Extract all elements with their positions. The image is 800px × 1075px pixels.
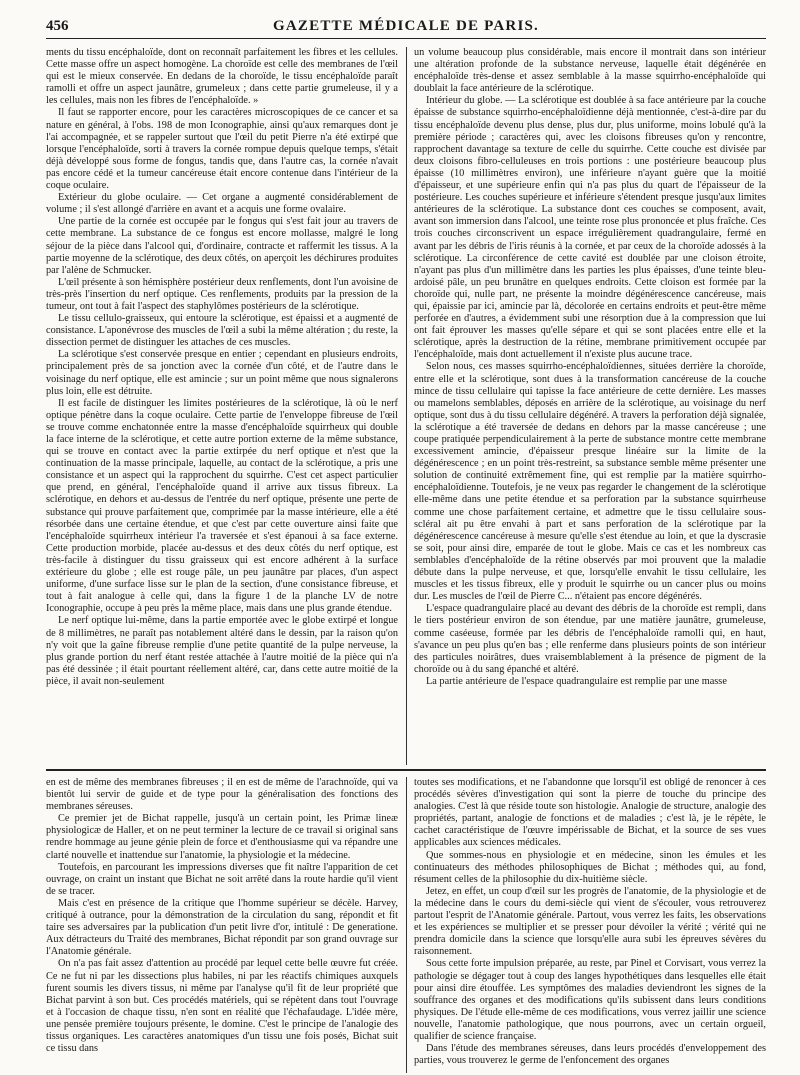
paragraph: Une partie de la cornée est occupée par le fongus qui s'est fait jour au travers de cette membrane. La substance de ce fongus est encore mollasse, malgré le long séjour de la pièce dans l'alcool qui, d'ordinaire, contracte et raffermit les tissus. A la partie moyenne de la sclérotique, des deux côtés, on aperçoit les déchirures produites par l'alène de Schmucker. <box>46 216 398 276</box>
paragraph: L'œil présente à son hémisphère postérieur deux renflements, dont l'un avoisine de très-près l'insertion du nerf optique. Ces renflements, produits par la pression de la tumeur, ont tout à fait l'aspect des staphylômes postérieurs de la sclérotique. <box>46 276 398 312</box>
paragraph: Que sommes-nous en physiologie et en médecine, sinon les émules et les continuateurs des méthodes philosophiques de Bichat ; méthodes qui, au fond, résument celles de la philosophie du dix-huitième siècle. <box>414 849 766 885</box>
feuilleton-bichat <box>46 769 766 1073</box>
page-number: 456 <box>46 18 69 34</box>
paragraph: ments du tissu encéphaloïde, dont on reconnaît parfaitement les fibres et les cellules. Cette masse offre un aspect homogène. La choroïde est celle des membranes de l'œil qui est le mieux conservée. En dedans de la choroïde, le tissu encéphaloïde paraît ramolli et offre un aspect jaunâtre, grumeleux ; dans cette partie grumeleuse, il y a les cellules, mais non les fibres de l'encéphaloïde. » <box>46 47 398 107</box>
top-right-column <box>414 47 766 765</box>
paragraph: Mais c'est en présence de la critique que l'homme supérieur se décèle. Harvey, critiqué à outrance, pour la démonstration de la circulation du sang, répondit et fit taire ses adversaires par la publication d'un petit livre d'or, intitulé : De generatione. Aux détracteurs du Traité des membranes, Bichat répondit par son grand ouvrage sur l'Anatomie générale. <box>46 897 398 958</box>
paragraph: Le tissu cellulo-graisseux, qui entoure la sclérotique, est épaissi et a augmenté de consistance. L'aponévrose des muscles de l'œil a subi la même altération ; du reste, la dissection permet de distinguer les attaches de ces muscles. <box>46 313 398 349</box>
top-left-column <box>46 47 398 765</box>
column-divider <box>406 47 407 765</box>
paragraph: On n'a pas fait assez d'attention au procédé par lequel cette belle œuvre fut créée. Ce ne fut ni par les dissections plus habiles, ni par les réactifs chimiques auxquels furent soumis les divers tissus, ni même par l'analyse qu'il fit de leur propriété que Bichat parvint à son but. Ces procédés matériels, qui se répètent dans tout l'ouvrage et à l'occasion de chaque tissu, n'en sont en réalité que l'échafaudage. L'idée mère, une pensée première toujours présente, le domine. C'est le principe de l'analogie des tissus organiques. Les caractères anatomiques d'un tissu une fois posés, Bichat suit ce tissu dans <box>46 958 398 1055</box>
article-observation <box>46 47 766 765</box>
paragraph: Sous cette forte impulsion préparée, au reste, par Pinel et Corvisart, vous verrez la pathologie se dégager tout à coup des langes hypothétiques dans lesquelles elle était pour ainsi dire étouffée. Les symptômes des maladies deviendront les signes de la souffrance des organes et des modifications qu'ils subissent dans leurs conditions physiques. De l'étude elle-même de ces modifications, vous verrez jaillir une science nouvelle, l'anatomie pathologique, que nous pourrons, avec un certain orgueil, qualifier de science française. <box>414 958 766 1042</box>
paragraph: Il faut se rapporter encore, pour les caractères microscopiques de ce cancer et sa nature en général, à l'obs. 198 de mon Iconographie, ainsi qu'aux remarques dont je l'ai accompagnée, et se rappeler surtout que l'œil du petit Pierre n'a été extirpé que lorsque l'encéphaloïde, sorti à travers la cornée rompue depuis quelque temps, s'était déjà développé sous forme de fongus, tandis que, dans l'autre cas, la cornée n'avait pas encore cédé et la tumeur cancéreuse était encore contenue dans l'intérieur de la coque oculaire. <box>46 107 398 192</box>
paragraph: Il est facile de distinguer les limites postérieures de la sclérotique, là où le nerf optique pénètre dans la coque oculaire. Cette partie de l'enveloppe fibreuse de l'œil se trouve comme enchatonnée entre la masse d'encéphaloïde squirrheux qui double la face interne de la sclérotique, et cette autre portion externe de la même substance, qui se trouve en contact avec la partie extirpée du nerf optique et n'est que la continuation de la masse principale, laquelle, au contact de la sclérotique, a pris une consistance et un aspect qui la rapprochent du squirrhe. C'est cet aspect particulier que prend, en général, l'encéphaloïde quand il arrive aux tissus fibreux. La sclérotique, en dehors et au-dessus de l'entrée du nerf optique, présente une perte de substance qui prouve parfaitement que, comprimée par la masse intérieure, elle a été résorbée dans une certaine étendue, et que c'est par cette ouverture ainsi faite que l'encéphaloïde squirrheux intérieur l'a traversée et s'est épanoui à sa face externe. Cette production morbide, placée au-dessus et des deux côtés du nerf optique, est très-facile à distinguer du tissu graisseux qui est encore adhérent à la surface extérieure du globe ; elle est rouge pâle, un peu jaunâtre par places, d'un aspect uniforme, d'une surface lisse sur le plan de la section, d'une consistance fibreuse, et tout à fait analogue à celle qui, dans la figure 1 de la planche LV de notre Iconographie, occupe à peu près la même place, mais dans une plus grande étendue. <box>46 397 398 615</box>
paragraph: Jetez, en effet, un coup d'œil sur les progrès de l'anatomie, de la physiologie et de la médecine dans le cours du demi-siècle qui vient de s'écouler, vous retrouverez partout l'esprit de l'Anatomie générale. Partout, vous verrez les faits, les observations et les expériences se multiplier et se presser pour dévoiler la vérité ; vérité qui ne prendra domicile dans la science que lorsqu'elle aura subi les épreuves sévères du raisonnement. <box>414 885 766 958</box>
paragraph: Le nerf optique lui-même, dans la partie emportée avec le globe extirpé et longue de 8 millimètres, ne paraît pas notablement altéré dans le dessin, par la raison qu'on n'y voit que la gaîne fibreuse remplie d'une petite quantité de la pulpe nerveuse, la plus grande portion du nerf étant restée attachée à l'autre moitié de la pièce qui n'a pas été dessinée ; il était pourtant réellement altéré, car, dans cette autre moitié de la pièce, il avait non-seulement <box>46 615 398 687</box>
paragraph: en est de même des membranes fibreuses ; il en est de même de l'arachnoïde, qui va bientôt lui servir de guide et de type pour la généralisation des fonctions des membranes séreuses. <box>46 777 398 813</box>
journal-title: GAZETTE MÉDICALE DE PARIS. <box>273 18 539 34</box>
bottom-right-column <box>414 777 766 1073</box>
paragraph: Ce premier jet de Bichat rappelle, jusqu'à un certain point, les Primæ lineæ physiologicæ de Haller, et on ne peut terminer la lecture de ce travail si original sans rendre hommage au jeune génie plein de force et d'enthousiasme qui va répandre une clarté nouvelle et inattendue sur l'anatomie, la physiologie et la médecine. <box>46 813 398 861</box>
paragraph: un volume beaucoup plus considérable, mais encore il montrait dans son intérieur une altération profonde de la substance nerveuse, laquelle était dégénérée en encéphaloïde très-dense et assez semblable à la masse squirrho-encéphaloïde qui doublait la face antérieure de la sclérotique. <box>414 47 766 95</box>
paragraph-subheading: Intérieur du globe. — La sclérotique est doublée à sa face antérieure par la couche épaisse de substance squirrho-encéphaloïdienne déjà mentionnée, c'est-à-dire par du tissu encéphaloïde devenu plus dense, plus dur, plus uniforme, moins lobulé qu'à la première période ; caractères qui, avec les cloisons fibreuses qu'on y rencontre, rapprochent davantage sa texture de celle du squirrhe. Cette couche est divisée par deux cloisons fibro-celluleuses en trois portions : une postérieure beaucoup plus épaisse (10 millimètres environ), une inférieure n'ayant guère que la moitié d'épaisseur, et une supérieure enfin qui n'a pas plus du quart de l'épaisseur de la postérieure. Les couches supérieure et inférieure s'étendent presque jusqu'aux limites antérieures de la sclérotique. La substance dont ces couches se composent, avait, avant son immersion dans l'alcool, une teinte rose plus prononcée et plus fraîche. Ces trois couches circonscrivent un espace irrégulièrement quadrangulaire, fermé en avant par les débris de l'iris réunis à la cornée, et par ceux de la choroïde adossés à la sclérotique. La circonférence de cette cavité est doublée par une cloison étroite, n'ayant pas plus d'un millimètre dans les parties les plus épaisses, d'une teinte bleu-ardoisé pâle, un peu brunâtre en quelques endroits. Cette cloison est formée par la choroïde qui, nulle part, ne présente la moindre dégénérescence cancéreuse, mais qui, épaissie par ici, amincie par là, décolorée en certains endroits et peut-être même perforée en d'autres, a évidemment subi une résorption due à la compression que lui ont fait éprouver les masses qu'elle sépare et qui se sont placées entre elle et la sclérotique, après la destruction de la rétine, membrane primitivement occupée par l'encéphaloïde, mais dont actuellement il n'existe plus aucune trace. <box>414 95 766 361</box>
paragraph: Selon nous, ces masses squirrho-encéphaloïdiennes, situées derrière la choroïde, entre elle et la sclérotique, sont dues à la transformation cancéreuse de la couche mince de tissu cellulaire qui tapisse la face antérieure de cette dernière. Les masses ou mamelons semblables, déposés en arrière de la sclérotique, au voisinage du nerf optique, sont dus à du tissu cellulaire dégénéré. A travers la perforation déjà signalée, la sclérotique a été traversée de dedans en dehors par la masse cancéreuse ; une coupe pratiquée perpendiculairement à la perte de substance montre cette membrane excessivement amincie, d'épaisseur presque linéaire sur la limite de la dégénérescence ; en un point très-restreint, sa substance semble même présenter une solution de continuité extrêmement fine, qui est remplie par la matière squirrho-encéphaloïdienne. Toutefois, je ne veux pas regarder le changement de la sclérotique elle-même dans une petite étendue et sa perforation par la substance squirrheuse comme une chose parfaitement certaine, et admettre que le tissu cellulaire sous-scléral ait pu être envahi à part et sans perforation de la sclérotique par la dégénérescence cancéreuse à mesure qu'elle s'est étendue au loin, et que la dyscrasie se soit, pour ainsi dire, emparée de tout le globe. Mais ce cas et les nombreux cas semblables d'encéphaloïde de la rétine observés par moi prouvent que la maladie débute dans la pulpe nerveuse, et que, lorsqu'elle envahit le tissu cellulaire, les muscles et les tissus fibreux, elle y produit le squirrhe ou un cancer plus ou moins dur. Les muscles de l'œil de Pierre C... n'étaient pas encore dégénérés. <box>414 361 766 603</box>
paragraph: L'espace quadrangulaire placé au devant des débris de la choroïde est rempli, dans le tiers postérieur environ de son étendue, par une matière jaunâtre, grumeleuse, comme caséeuse, formée par les débris de l'encéphaloïde ramolli qui, en haut, s'avance un peu plus qu'en bas ; elle renferme dans plusieurs points de son intérieur des particules noirâtres, dues vraisemblablement à la présence de pigment de la choroïde ou à du sang épanché et altéré. <box>414 603 766 675</box>
paragraph: La partie antérieure de l'espace quadrangulaire est remplie par une masse <box>426 675 727 687</box>
bottom-left-column <box>46 777 398 1073</box>
paragraph: Dans l'étude des membranes séreuses, dans leurs procédés d'enveloppement des parties, vous trouverez le germe de l'enfoncement des organes <box>414 1043 766 1067</box>
page-header <box>46 14 766 39</box>
column-divider <box>406 777 407 1073</box>
paragraph-subheading: Extérieur du globe oculaire. — Cet organe a augmenté considérablement de volume ; il s'est allongé d'arrière en avant et a acquis une forme ovalaire. <box>46 192 398 216</box>
paragraph: La sclérotique s'est conservée presque en entier ; cependant en plusieurs endroits, principalement près de sa jonction avec la cornée d'un côté, et de l'autre dans le voisinage du nerf optique, elle est amincie ; sur un point même que nous signalerons plus loin, elle est détruite. <box>46 349 398 397</box>
paragraph: toutes ses modifications, et ne l'abandonne que lorsqu'il est obligé de renoncer à ces procédés sévères d'investigation qui sont la pierre de touche du principe des analogies. C'est là que réside toute son histologie. Analogie de structure, analogie des propriétés, partant, analogie de fonctions et de maladies ; c'est là, je le répète, le cachet caractéristique de l'œuvre impérissable de Bichat, et la source de ses vues applicables aux sciences médicales. <box>414 777 766 849</box>
paragraph: Toutefois, en parcourant les impressions diverses que fit naître l'apparition de cet ouvrage, on craint un instant que Bichat ne soit arrêté dans la route hardie qu'il vient de se tracer. <box>46 861 398 897</box>
